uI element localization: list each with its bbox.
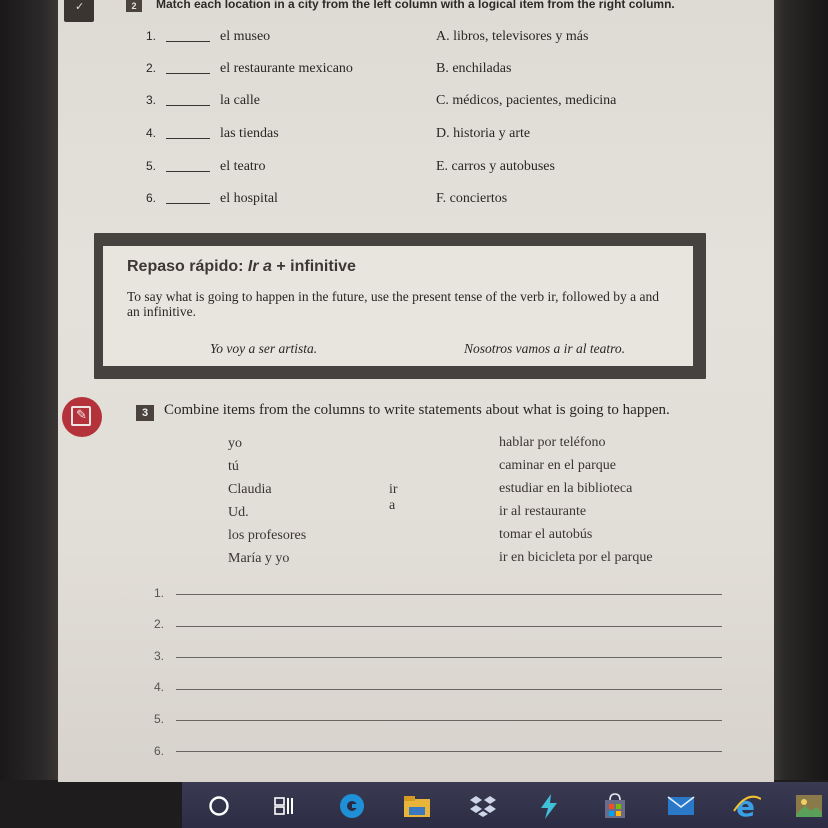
task-view-icon[interactable] xyxy=(270,791,300,821)
activity-item: tomar el autobús xyxy=(499,527,593,542)
photos-icon[interactable] xyxy=(794,791,824,821)
match-number: 2. xyxy=(146,61,157,75)
answer-number: 4. xyxy=(154,680,165,694)
answer-line[interactable] xyxy=(176,594,722,595)
store-icon[interactable] xyxy=(600,791,630,821)
answer-line[interactable] xyxy=(176,720,722,721)
answer-line[interactable] xyxy=(176,751,722,752)
answer-blank[interactable] xyxy=(166,105,210,106)
match-choice: E. carros y autobuses xyxy=(436,159,555,174)
answer-number: 2. xyxy=(154,617,165,631)
location-item: las tiendas xyxy=(220,126,279,141)
location-item: el hospital xyxy=(220,191,278,206)
review-title: Repaso rápido: Ir a + infinitive xyxy=(127,258,356,275)
exercise-2-icon: ✓ xyxy=(64,0,94,22)
subject-item: Claudia xyxy=(228,482,272,497)
match-number: 1. xyxy=(146,29,157,43)
answer-number: 1. xyxy=(154,586,165,600)
answer-line[interactable] xyxy=(176,689,722,690)
location-item: el restaurante mexicano xyxy=(220,61,353,76)
match-choice: B. enchiladas xyxy=(436,61,512,76)
activity-item: caminar en el parque xyxy=(499,458,616,473)
answer-blank[interactable] xyxy=(166,41,210,42)
match-number: 3. xyxy=(146,93,157,107)
match-choice: F. conciertos xyxy=(436,191,508,206)
cortana-circle-icon[interactable] xyxy=(204,791,234,821)
svg-text:e: e xyxy=(736,791,755,821)
location-item: el teatro xyxy=(220,159,266,174)
worksheet-page xyxy=(58,0,774,782)
internet-explorer-icon[interactable] xyxy=(731,791,761,821)
subject-item: María y yo xyxy=(228,551,290,566)
exercise-3-number: 3 xyxy=(136,405,154,421)
match-choice: D. historia y arte xyxy=(436,126,531,141)
exercise-2-number: 2 xyxy=(126,0,142,12)
answer-number: 3. xyxy=(154,649,165,663)
edge-icon[interactable] xyxy=(337,791,367,821)
answer-blank[interactable] xyxy=(166,73,210,74)
right-bezel xyxy=(774,0,828,780)
activity-item: ir en bicicleta por el parque xyxy=(499,550,653,565)
activity-item: ir al restaurante xyxy=(499,504,587,519)
answer-line[interactable] xyxy=(176,626,722,627)
match-number: 5. xyxy=(146,159,157,173)
match-number: 6. xyxy=(146,191,157,205)
activity-item: estudiar en la biblioteca xyxy=(499,481,633,496)
review-explanation: To say what is going to happen in the future, use the present tense of the verb ir, followed by a and an infinitive. xyxy=(127,289,659,319)
activity-item: hablar por teléfono xyxy=(499,435,606,450)
exercise-2-instruction: Match each location in a city from the left column with a logical item from the right column. xyxy=(156,0,675,11)
subject-item: Ud. xyxy=(228,505,249,520)
mail-icon[interactable] xyxy=(666,791,696,821)
dropbox-icon[interactable] xyxy=(468,791,498,821)
match-choice: A. libros, televisores y más xyxy=(436,29,589,44)
answer-number: 5. xyxy=(154,712,165,726)
exercise-3-instruction: Combine items from the columns to write statements about what is going to happen. xyxy=(164,402,670,418)
review-example-1: Yo voy a ser artista. xyxy=(210,341,318,356)
subject-item: tú xyxy=(228,459,239,474)
subject-item: los profesores xyxy=(228,528,307,543)
pencil-icon: ✎ xyxy=(71,406,91,426)
answer-line[interactable] xyxy=(176,657,722,658)
answer-blank[interactable] xyxy=(166,203,210,204)
answer-blank[interactable] xyxy=(166,138,210,139)
match-number: 4. xyxy=(146,126,157,140)
left-bezel xyxy=(0,0,58,780)
location-item: la calle xyxy=(220,93,261,108)
subject-item: yo xyxy=(228,436,242,451)
match-choice: C. médicos, pacientes, medicina xyxy=(436,93,617,108)
answer-number: 6. xyxy=(154,744,165,758)
verb-phrase: ir a xyxy=(389,482,398,513)
answer-blank[interactable] xyxy=(166,171,210,172)
app-lightning-icon[interactable] xyxy=(534,791,564,821)
location-item: el museo xyxy=(220,29,271,44)
review-example-2: Nosotros vamos a ir al teatro. xyxy=(464,341,626,356)
file-explorer-icon[interactable] xyxy=(402,791,432,821)
